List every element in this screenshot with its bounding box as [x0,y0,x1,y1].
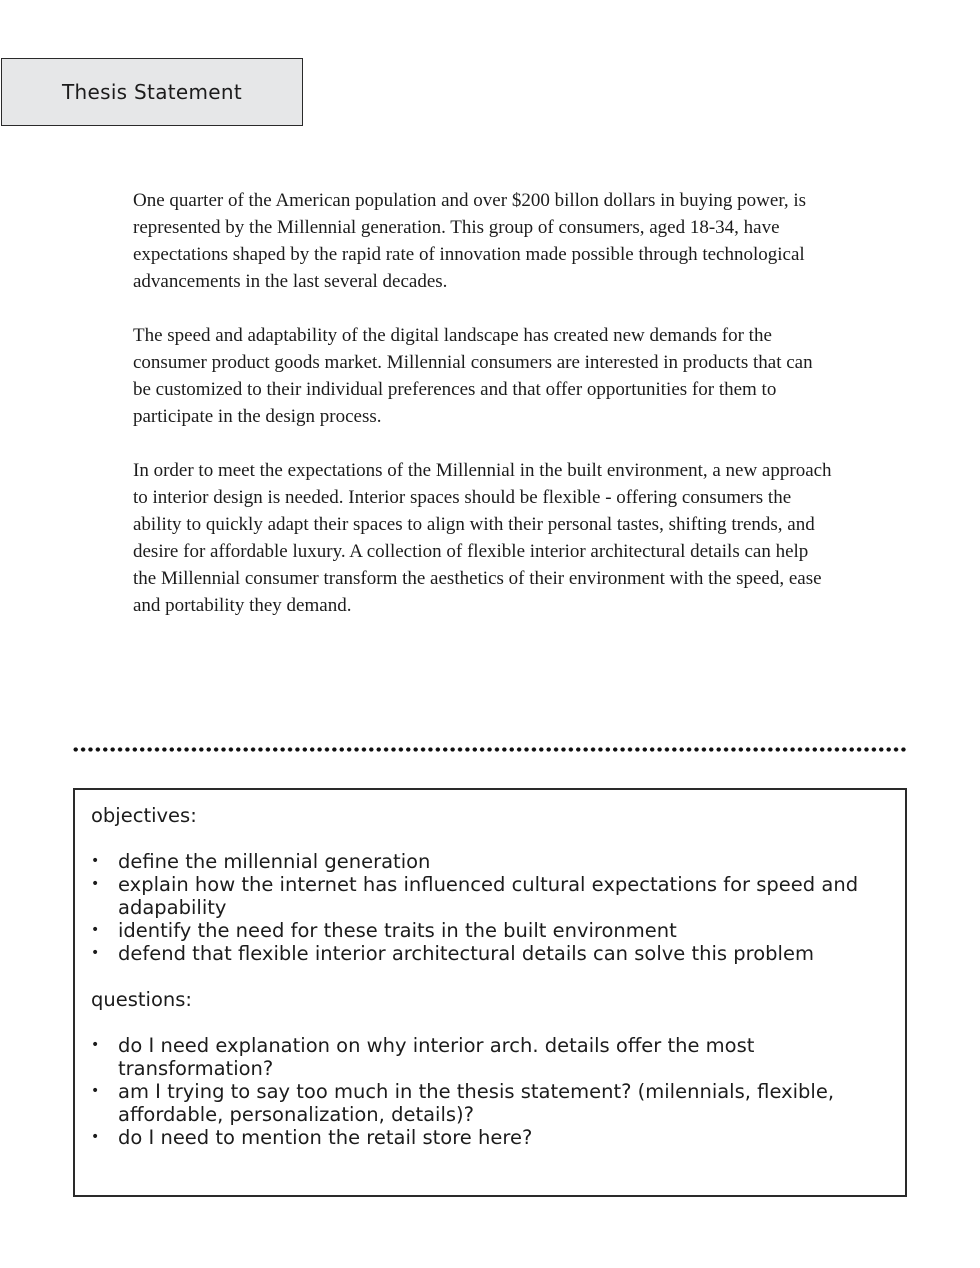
question-text: do I need explanation on why interior arch. details offer the most transformation? [118,1034,755,1080]
bullet-icon: • [91,1129,100,1145]
list-item [91,850,891,873]
objective-text: define the millennial generation [118,850,431,873]
question-text: do I need to mention the retail store here? [118,1126,533,1149]
title-box [1,58,303,126]
question-text: am I trying to say too much in the thesis statement? (milennials, flexible, affordable, personalization, details)? [118,1080,835,1126]
objective-text: explain how the internet has influenced cultural expectations for speed and adapability [118,873,859,919]
objective-text: identify the need for these traits in the built environment [118,919,677,942]
bullet-icon: • [91,1037,100,1053]
thesis-paragraph: One quarter of the American population and over $200 billon dollars in buying power, is represented by the Millennial generation. This group of consumers, aged 18-34, have expectations shaped by the rapid rate of innovation made possible through technological advancements in the last several decades. [133,190,807,292]
thesis-paragraph: The speed and adaptability of the digital landscape has created new demands for the consumer product goods market. Millennial consumers are interested in products that can be customized to their individual preferences and that offer opportunities for them to participate in the design process. [133,325,813,427]
objectives-list [91,850,891,965]
page-title: Thesis Statement [62,80,242,104]
list-item [91,942,891,965]
notes-box [73,788,907,1197]
bullet-icon: • [91,1083,100,1099]
bullet-icon: • [91,876,100,892]
bullet-icon: • [91,853,100,869]
bullet-icon: • [91,945,100,961]
thesis-paragraph: In order to meet the expectations of the Millennial in the built environment, a new approach to interior design is needed. Interior spaces should be flexible - offering consumers the ability to quickly adapt their spaces to align with their personal tastes, shifting trends, and desire for affordable luxury. A collection of flexible interior architectural details can help the Millennial consumer transform the aesthetics of their environment with the speed, ease and portability they demand. [133,460,832,616]
bullet-icon: • [91,922,100,938]
objectives-heading: objectives: [91,804,197,827]
dotted-divider [72,747,908,752]
list-item [91,873,891,919]
questions-heading: questions: [91,988,192,1011]
questions-list [91,1034,891,1149]
list-item [91,919,891,942]
thesis-statement-body [133,187,833,646]
objective-text: defend that flexible interior architectural details can solve this problem [118,942,814,965]
list-item [91,1080,891,1126]
list-item [91,1126,891,1149]
list-item [91,1034,891,1080]
